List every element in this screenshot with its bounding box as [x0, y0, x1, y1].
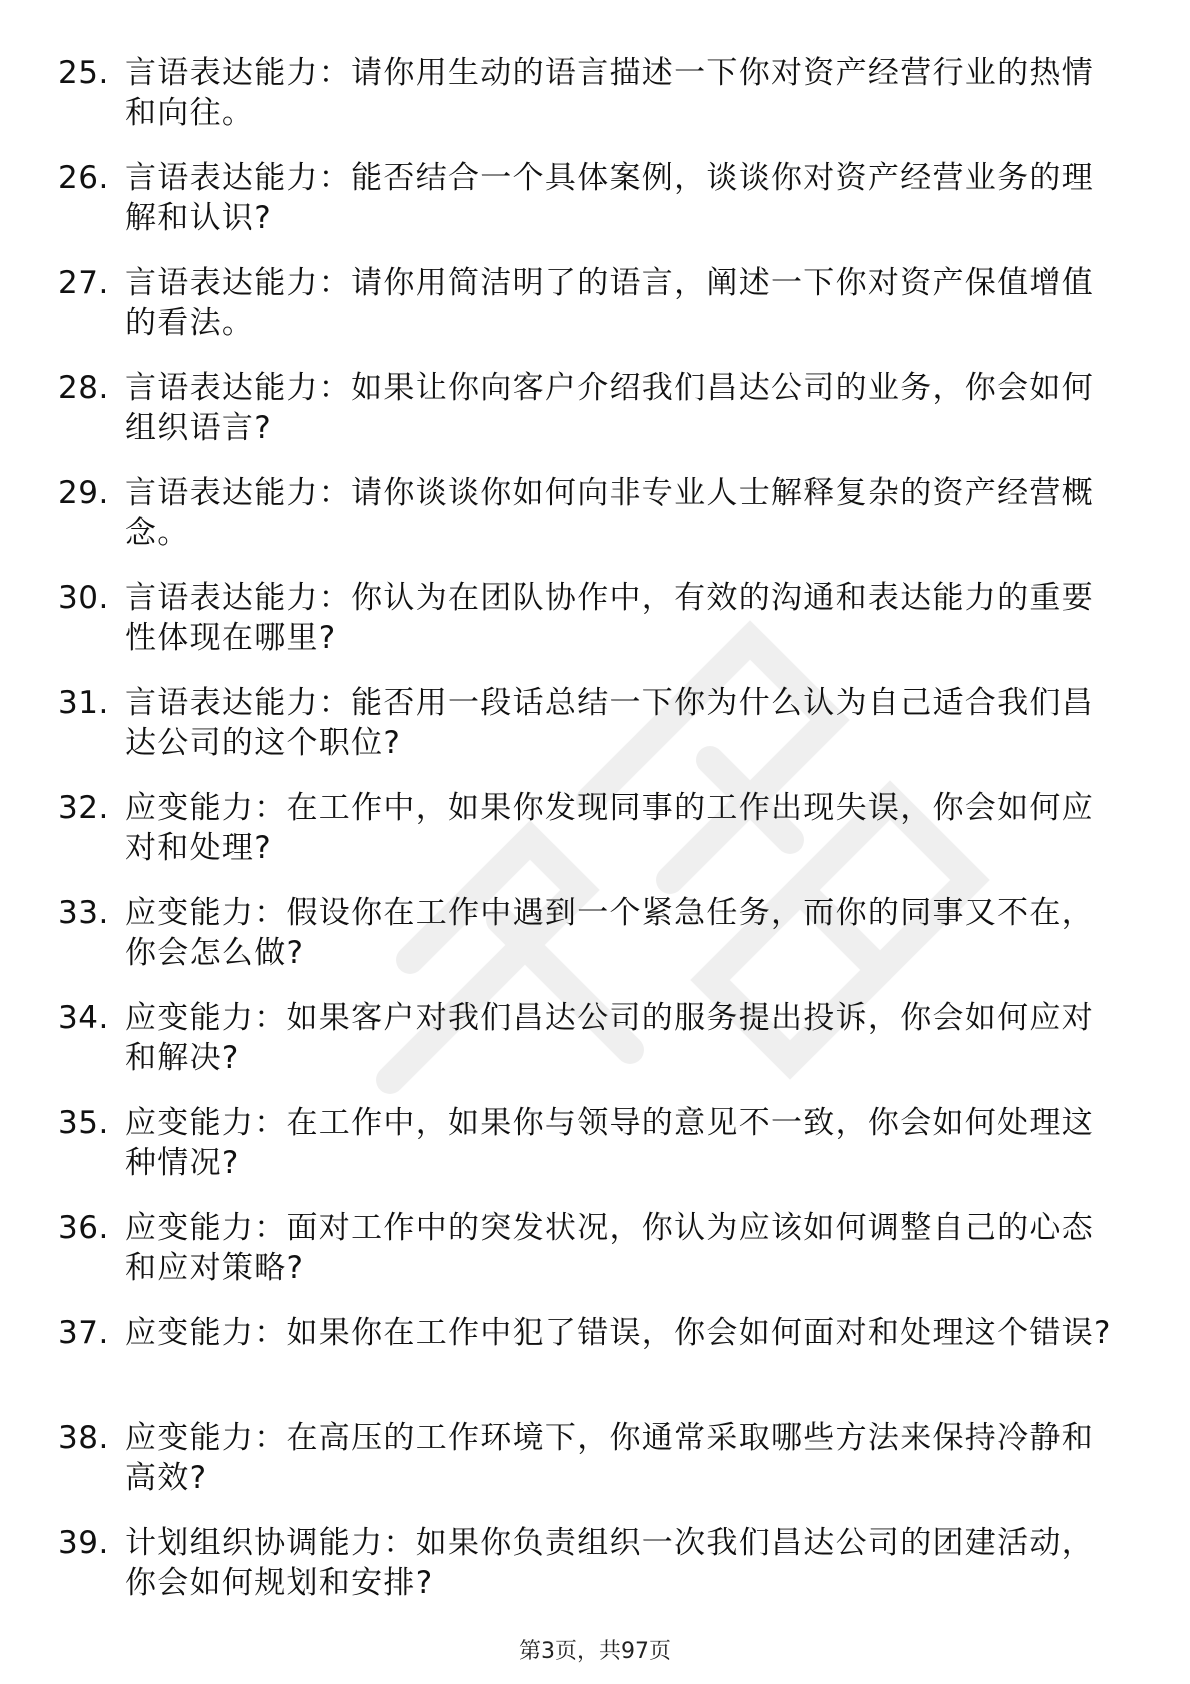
question-item — [58, 998, 1118, 1103]
question-list — [58, 53, 1118, 1628]
question-item — [58, 263, 1118, 368]
question-item — [58, 473, 1118, 578]
question-text: 应变能力：如果你在工作中犯了错误，你会如何面对和处理这个错误? — [125, 1315, 1112, 1351]
question-text: 言语表达能力：能否用一段话总结一下你为什么认为自己适合我们昌达公司的这个职位? — [125, 685, 1094, 761]
question-number: 36. — [58, 1210, 109, 1246]
question-text: 计划组织协调能力：如果你负责组织一次我们昌达公司的团建活动，你会如何规划和安排? — [125, 1525, 1094, 1601]
question-number: 32. — [58, 790, 109, 826]
question-text: 应变能力：如果客户对我们昌达公司的服务提出投诉，你会如何应对和解决? — [125, 1000, 1094, 1076]
question-text: 应变能力：假设你在工作中遇到一个紧急任务，而你的同事又不在，你会怎么做? — [125, 895, 1094, 971]
question-text: 言语表达能力：能否结合一个具体案例，谈谈你对资产经营业务的理解和认识? — [125, 160, 1094, 236]
question-number: 34. — [58, 1000, 109, 1036]
question-item — [58, 1208, 1118, 1313]
question-number: 39. — [58, 1525, 109, 1561]
question-number: 31. — [58, 685, 109, 721]
question-number: 27. — [58, 265, 109, 301]
question-item — [58, 53, 1118, 158]
question-item — [58, 158, 1118, 263]
question-number: 30. — [58, 580, 109, 616]
question-number: 37. — [58, 1315, 109, 1351]
question-item — [58, 683, 1118, 788]
page-number-footer: 第3页，共97页 — [519, 1639, 671, 1664]
question-text: 应变能力：面对工作中的突发状况，你认为应该如何调整自己的心态和应对策略? — [125, 1210, 1094, 1286]
question-item — [58, 1418, 1118, 1523]
question-text: 言语表达能力：如果让你向客户介绍我们昌达公司的业务，你会如何组织语言? — [125, 370, 1094, 446]
question-number: 26. — [58, 160, 109, 196]
question-text: 言语表达能力：请你用生动的语言描述一下你对资产经营行业的热情和向往。 — [125, 55, 1094, 131]
question-number: 35. — [58, 1105, 109, 1141]
question-text: 应变能力：在工作中，如果你发现同事的工作出现失误，你会如何应对和处理? — [125, 790, 1094, 866]
question-item — [58, 893, 1118, 998]
question-text: 应变能力：在高压的工作环境下，你通常采取哪些方法来保持冷静和高效? — [125, 1420, 1094, 1496]
question-item — [58, 1313, 1118, 1418]
question-text: 言语表达能力：请你用简洁明了的语言，阐述一下你对资产保值增值的看法。 — [125, 265, 1094, 341]
question-text: 应变能力：在工作中，如果你与领导的意见不一致，你会如何处理这种情况? — [125, 1105, 1094, 1181]
question-number: 38. — [58, 1420, 109, 1456]
question-item — [58, 1523, 1118, 1628]
question-text: 言语表达能力：你认为在团队协作中，有效的沟通和表达能力的重要性体现在哪里? — [125, 580, 1094, 656]
question-number: 25. — [58, 55, 109, 91]
question-item — [58, 788, 1118, 893]
question-item — [58, 368, 1118, 473]
question-number: 29. — [58, 475, 109, 511]
question-text: 言语表达能力：请你谈谈你如何向非专业人士解释复杂的资产经营概念。 — [125, 475, 1094, 551]
question-number: 33. — [58, 895, 109, 931]
question-number: 28. — [58, 370, 109, 406]
question-item — [58, 1103, 1118, 1208]
question-item — [58, 578, 1118, 683]
